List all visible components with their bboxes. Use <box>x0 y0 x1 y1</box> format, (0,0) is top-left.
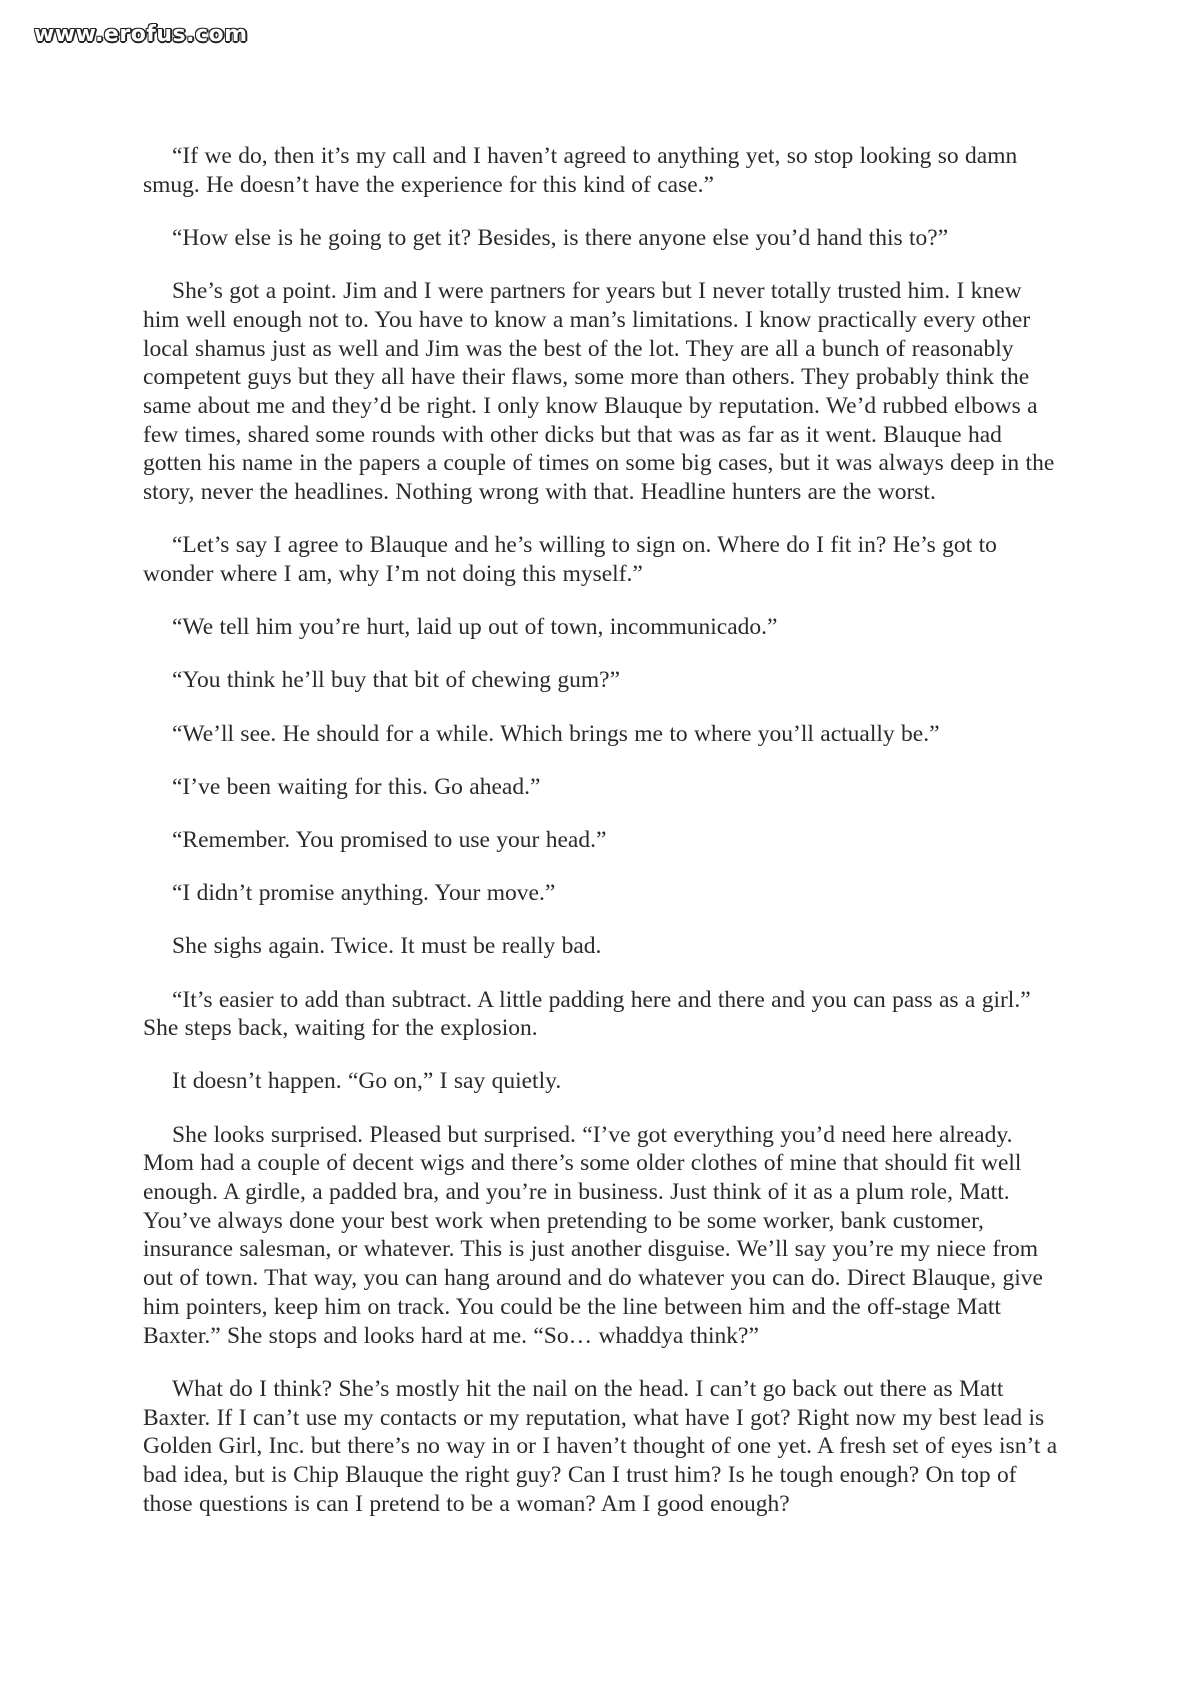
paragraph: She sighs again. Twice. It must be really bad. <box>172 933 602 960</box>
paragraph: What do I think? She’s mostly hit the nail on the head. I can’t go back out there as Matt Baxter. If I can’t use my contacts or my reputation, what have I got? Right now my best lead is Golden Girl, Inc. but there’s no way in or I haven’t thought of one yet. A fresh set of eyes isn’t a bad idea, but is Chip Blauque the right guy? Can I trust him? Is he tough enough? On top of those questions is can I pretend to be a woman? Am I good enough? <box>143 1375 1058 1517</box>
paragraph: She looks surprised. Pleased but surprised. “I’ve got everything you’d need here already. Mom had a couple of decent wigs and there’s some older clothes of mine that should fit well enough. A girdle, a padded bra, and you’re in business. Just think of it as a plum role, Matt. You’ve always done your best work when pretending to be some worker, bank customer, insurance salesman, or whatever. This is just another disguise. We’ll say you’re my niece from out of town. That way, you can hang around and do whatever you can do. Direct Blauque, give him pointers, keep him on track. You could be the line between him and the off-stage Matt Baxter.” She stops and looks hard at me. “So… whaddya think?” <box>143 1121 1043 1349</box>
paragraph: “I’ve been waiting for this. Go ahead.” <box>172 773 541 800</box>
watermark-text: www.erofus.com <box>34 22 248 47</box>
paragraph: She’s got a point. Jim and I were partners for years but I never totally trusted him. I knew him well enough not to. You have to know a man’s limitations. I know practically every other local shamus just as well and Jim was the best of the lot. They are all a bunch of reasonably competent guys but they all have their flaws, some more than others. They probably think the same about me and they’d be right. I only know Blauque by reputation. We’d rubbed elbows a few times, shared some rounds with other dicks but that was as far as it went. Blauque had gotten his name in the papers a couple of times on some big cases, but it was always deep in the story, never the headlines. Nothing wrong with that. Headline hunters are the worst. <box>143 278 1055 506</box>
paragraph: “How else is he going to get it? Besides, is there anyone else you’d hand this to?” <box>172 224 949 251</box>
page-body <box>143 142 1063 1543</box>
paragraph: “You think he’ll buy that bit of chewing gum?” <box>172 667 621 694</box>
paragraph: “I didn’t promise anything. Your move.” <box>172 880 556 907</box>
paragraph: “We’ll see. He should for a while. Which brings me to where you’ll actually be.” <box>172 720 940 747</box>
paragraph: “Remember. You promised to use your head.” <box>172 826 607 853</box>
paragraph: “We tell him you’re hurt, laid up out of town, incommunicado.” <box>172 614 778 641</box>
paragraph: “If we do, then it’s my call and I haven’t agreed to anything yet, so stop looking so damn smug. He doesn’t have the experience for this kind of case.” <box>143 143 1018 198</box>
paragraph: It doesn’t happen. “Go on,” I say quietly. <box>172 1068 562 1095</box>
paragraph: “Let’s say I agree to Blauque and he’s willing to sign on. Where do I fit in? He’s got to wonder where I am, why I’m not doing this myself.” <box>143 532 997 587</box>
paragraph: “It’s easier to add than subtract. A little padding here and there and you can pass as a girl.” She steps back, waiting for the explosion. <box>143 986 1031 1042</box>
